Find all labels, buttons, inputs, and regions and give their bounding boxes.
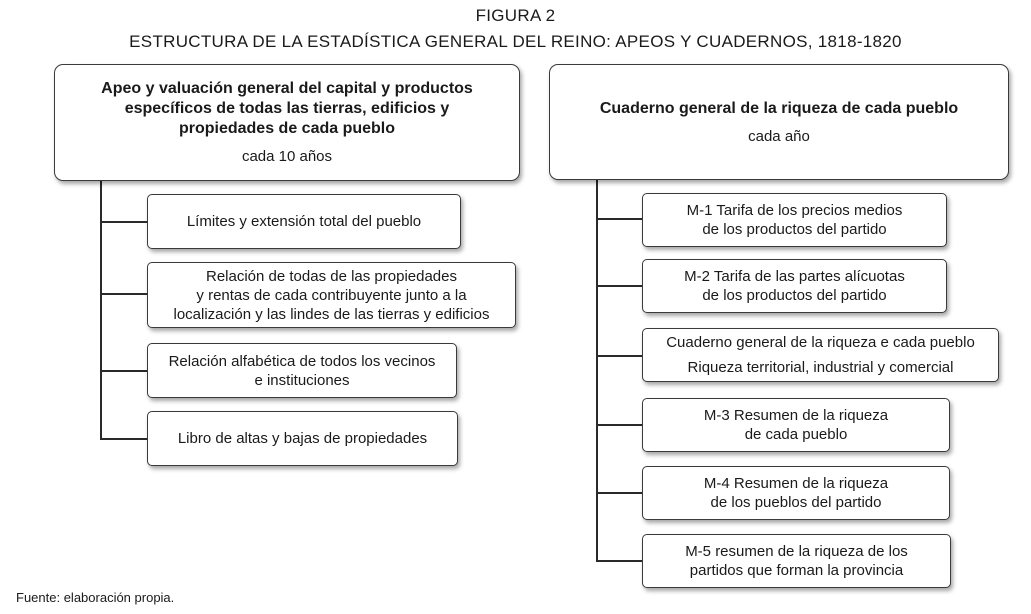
left-child-box <box>147 194 461 249</box>
box-line: M-3 Resumen de la riqueza <box>703 407 889 424</box>
left-head-line: propiedades de cada pueblo <box>178 120 396 137</box>
box-line: de los pueblos del partido <box>710 494 882 511</box>
box-line: M-4 Resumen de la riqueza <box>703 475 889 492</box>
left-branch-line <box>100 438 148 440</box>
left-branch-line <box>100 370 148 372</box>
right-child-box <box>642 534 951 588</box>
left-head-line: específicos de todas las tierras, edificios y <box>124 100 450 117</box>
left-head-line: Apeo y valuación general del capital y productos <box>101 80 473 97</box>
figure-label: FIGURA 2 <box>475 6 556 25</box>
left-branch-line <box>100 293 148 295</box>
box-line: localización y las lindes de las tierras y edificios <box>173 305 490 323</box>
box-line: M-1 Tarifa de los precios medios <box>686 202 903 219</box>
box-line: Libro de altas y bajas de propiedades <box>177 430 428 447</box>
box-line: Relación alfabética de todos los vecinos <box>168 352 436 370</box>
box-line: e instituciones <box>254 371 350 389</box>
box-line: y rentas de cada contribuyente junto a la <box>196 286 467 304</box>
left-child-box <box>147 262 516 328</box>
right-branch-line <box>596 285 642 287</box>
box-line: Cuaderno general de la riqueza e cada pueblo <box>666 334 975 351</box>
right-branch-line <box>596 560 642 562</box>
right-child-box <box>642 328 999 382</box>
box-line: Relación de todas de las propiedades <box>205 267 457 285</box>
left-head-box <box>54 64 520 181</box>
left-child-box <box>147 343 457 398</box>
box-line: de los productos del partido <box>702 287 887 304</box>
box-line: Riqueza territorial, industrial y comercial <box>687 359 954 376</box>
left-head-title <box>101 79 473 139</box>
left-head-frequency: cada 10 años <box>241 148 333 165</box>
box-line: partidos que forman la provincia <box>689 562 904 579</box>
right-child-box <box>642 466 950 520</box>
left-child-box <box>147 411 458 466</box>
right-head-line: Cuaderno general de la riqueza de cada pueblo <box>599 99 959 117</box>
left-branch-line <box>100 221 148 223</box>
box-line: Límites y extensión total del pueblo <box>186 213 422 230</box>
figure-title: ESTRUCTURA DE LA ESTADÍSTICA GENERAL DEL REINO: APEOS Y CUADERNOS, 1818-1820 <box>129 32 902 51</box>
right-child-box <box>642 259 947 313</box>
right-branch-line <box>596 424 642 426</box>
box-line: de los productos del partido <box>702 221 887 238</box>
right-child-box <box>642 193 947 247</box>
box-line: de cada pueblo <box>744 426 848 443</box>
right-branch-line <box>596 218 642 220</box>
right-branch-line <box>596 355 642 357</box>
source-note: Fuente: elaboración propia. <box>16 590 175 605</box>
box-line: M-5 resumen de la riqueza de los <box>685 543 908 560</box>
left-trunk-line <box>100 181 102 440</box>
right-branch-line <box>596 492 642 494</box>
right-head-title <box>600 99 958 119</box>
right-trunk-line <box>596 180 598 562</box>
right-child-box <box>642 398 950 452</box>
right-head-box <box>549 64 1009 180</box>
right-head-frequency: cada año <box>748 127 810 145</box>
box-line: M-2 Tarifa de las partes alícuotas <box>684 268 905 285</box>
